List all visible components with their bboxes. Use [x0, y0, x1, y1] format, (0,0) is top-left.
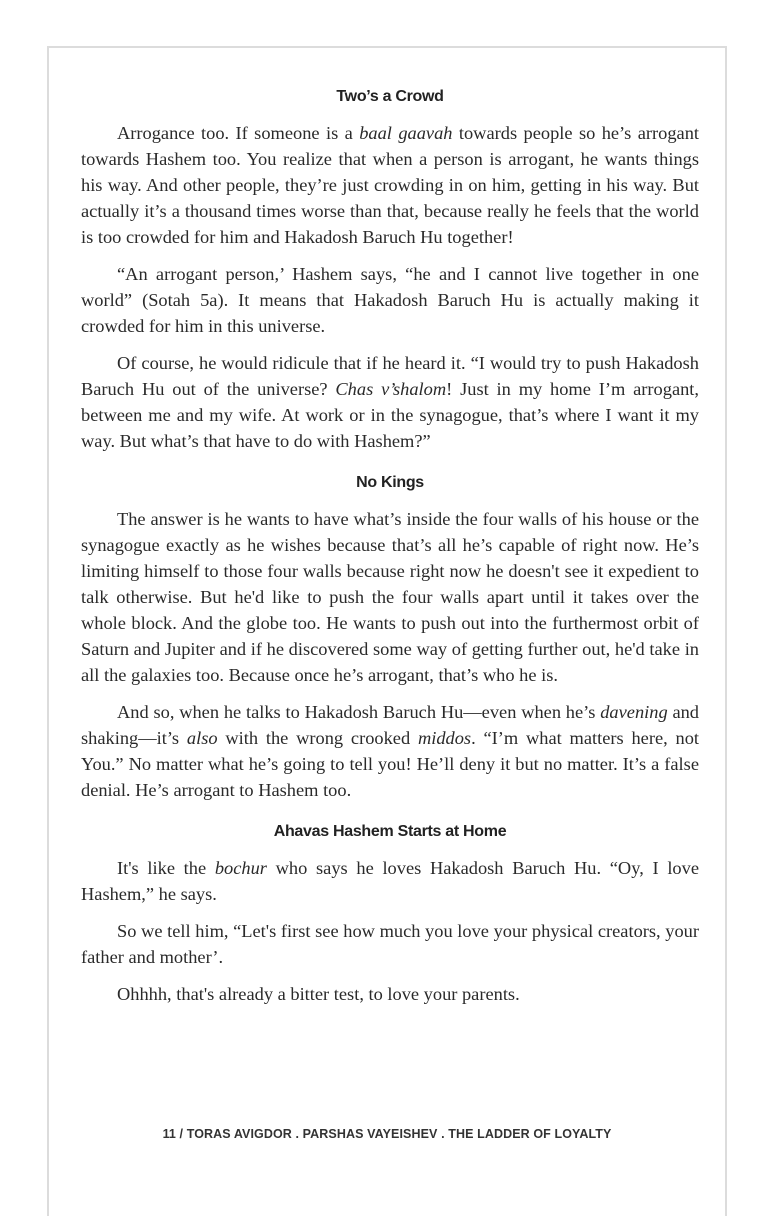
text-run: Of course, he would ridicule that if he heard it. “I would try to push Hakadosh Baruch Hu out of the universe? [81, 353, 699, 399]
text-run: The answer is he wants to have what’s inside the four walls of his house or the synagogue exactly as he wishes because that’s all he’s capable of right now. He’s limiting himself to those four walls because right now he doesn't see it expedient to talk otherwise. But he'd like to push the four walls apart until it takes over the whole block. And the globe too. He wants to push out into the furthermost orbit of Saturn and Jupiter and if he discovered some way of getting further out, he'd take in all the galaxies too. Because once he’s arrogant, that’s who he is. [81, 509, 699, 685]
text-run: Ohhhh, that's already a bitter test, to love your parents. [117, 984, 520, 1004]
italic-term: Chas v’shalom [335, 379, 447, 399]
body-paragraph [81, 918, 699, 970]
text-run: ! Just in my home I’m arrogant, between me and my wife. At work or in the synagogue, that’s where I want it my way. But what’s that have to do with Hashem?” [81, 379, 700, 451]
italic-term: davening [600, 702, 668, 722]
section-heading: Ahavas Hashem Starts at Home [273, 823, 507, 840]
body-paragraph [81, 699, 699, 803]
section-heading: Two’s a Crowd [336, 88, 444, 105]
text-run: Arrogance too. If someone is a [117, 123, 360, 143]
body-paragraph [81, 261, 699, 339]
text-run: and shaking—it’s [81, 702, 699, 748]
text-run: towards people so he’s arrogant towards Hashem too. You realize that when a person is arrogant, he wants things his way. And other people, they’re just crowding in on him, getting in his way. But actually it’s a thousand times worse than that, because really he feels that the world is too crowded for him and Hakadosh Baruch Hu together! [81, 123, 700, 247]
text-run: who says he loves Hakadosh Baruch Hu. “Oy, I love Hashem,” he says. [81, 858, 699, 904]
italic-term: baal gaavah [359, 123, 453, 143]
text-run: “An arrogant person,’ Hashem says, “he and I cannot live together in one world” (Sotah 5a). It means that Hakadosh Baruch Hu is actually making it crowded for him in this universe. [81, 264, 699, 336]
document-page [47, 46, 727, 1216]
italic-term: bochur [214, 858, 267, 878]
page-footer: 11 / TORAS AVIGDOR . PARSHAS VAYEISHEV . THE LADDER OF LOYALTY [162, 1127, 612, 1141]
text-run: And so, when he talks to Hakadosh Baruch Hu—even when he’s [117, 702, 601, 722]
page-content [81, 86, 699, 1018]
body-paragraph [81, 120, 699, 250]
body-paragraph [81, 350, 699, 454]
italic-term: also [186, 728, 218, 748]
body-paragraph [81, 855, 699, 907]
italic-term: middos [417, 728, 472, 748]
text-run: with the wrong crooked [217, 728, 418, 748]
section-heading: No Kings [356, 474, 424, 491]
text-run: . “I’m what matters here, not You.” No matter what he’s going to tell you! He’ll deny it but no matter. It’s a false denial. He’s arrogant to Hashem too. [81, 728, 699, 800]
body-paragraph [81, 506, 699, 688]
text-run: It's like the [117, 858, 215, 878]
body-paragraph [81, 981, 699, 1007]
text-run: So we tell him, “Let's first see how much you love your physical creators, your father and mother’. [81, 921, 699, 967]
